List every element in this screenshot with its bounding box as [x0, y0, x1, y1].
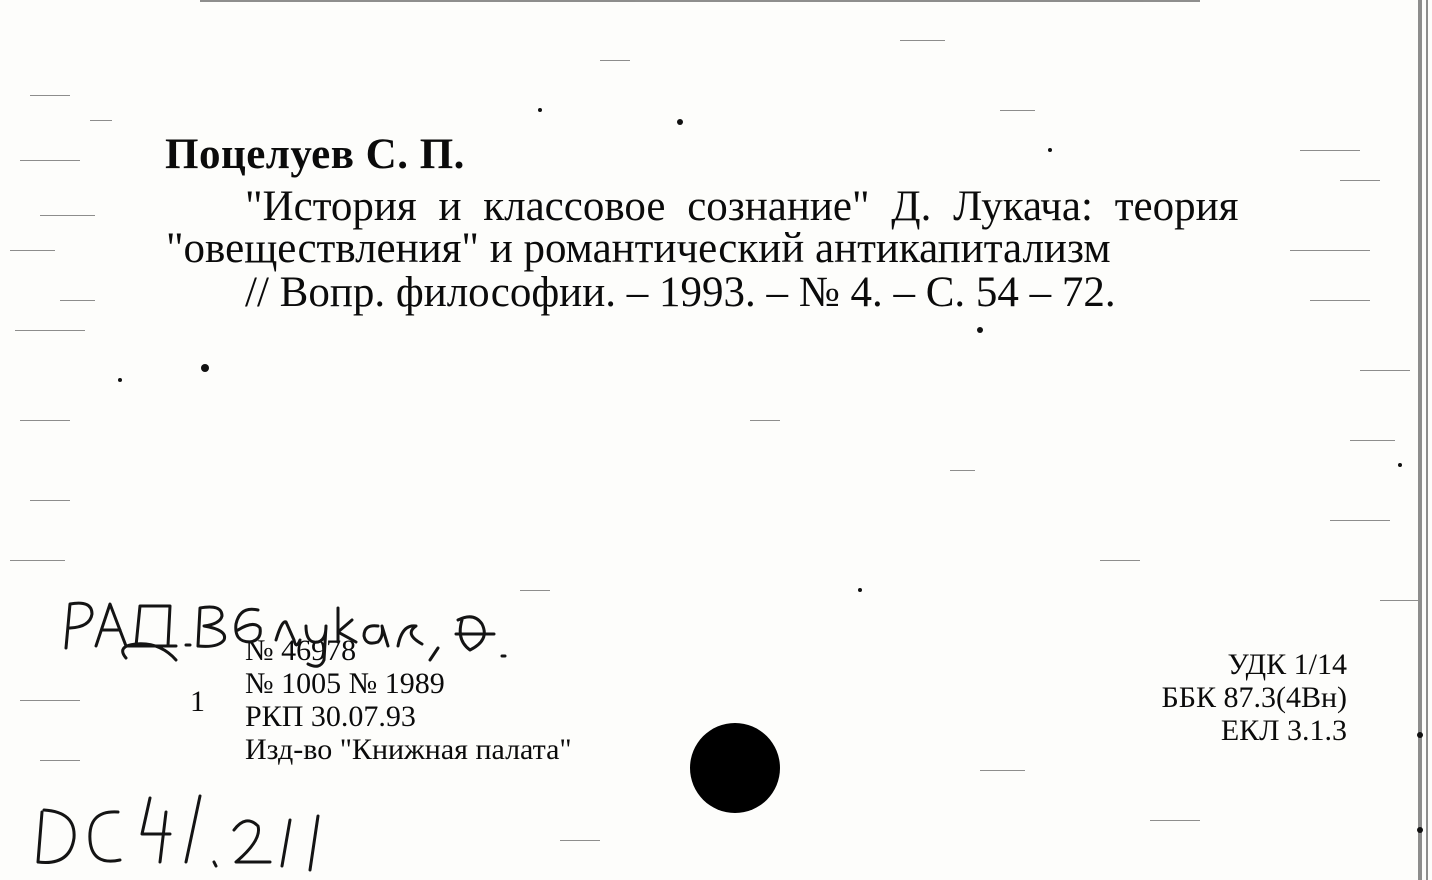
ekl-code: ЕКЛ 3.1.3	[1220, 714, 1347, 747]
record-publisher: Изд-во "Книжная палата"	[245, 733, 572, 766]
copy-number: 1	[190, 685, 205, 718]
card-source: // Вопр. философии. – 1993. – № 4. – С. 54 – 72.	[245, 269, 1116, 316]
classification-block	[1161, 648, 1347, 747]
punch-hole	[690, 723, 780, 813]
card-title-line-2: "овеществления" и романтический антикапитализм	[166, 225, 1111, 272]
card-author: Поцелуев С. П.	[165, 131, 465, 178]
udk-code: УДК 1/14	[1227, 648, 1347, 681]
record-block	[245, 634, 572, 766]
card-title-line-1: "История и классовое сознание" Д. Лукача: теория	[245, 183, 1239, 230]
bbk-code: ББК 87.3(4Вн)	[1161, 681, 1347, 714]
record-numbers: № 1005 № 1989	[245, 667, 445, 700]
record-number: № 46978	[245, 634, 357, 667]
record-rkp: РКП 30.07.93	[245, 700, 416, 733]
